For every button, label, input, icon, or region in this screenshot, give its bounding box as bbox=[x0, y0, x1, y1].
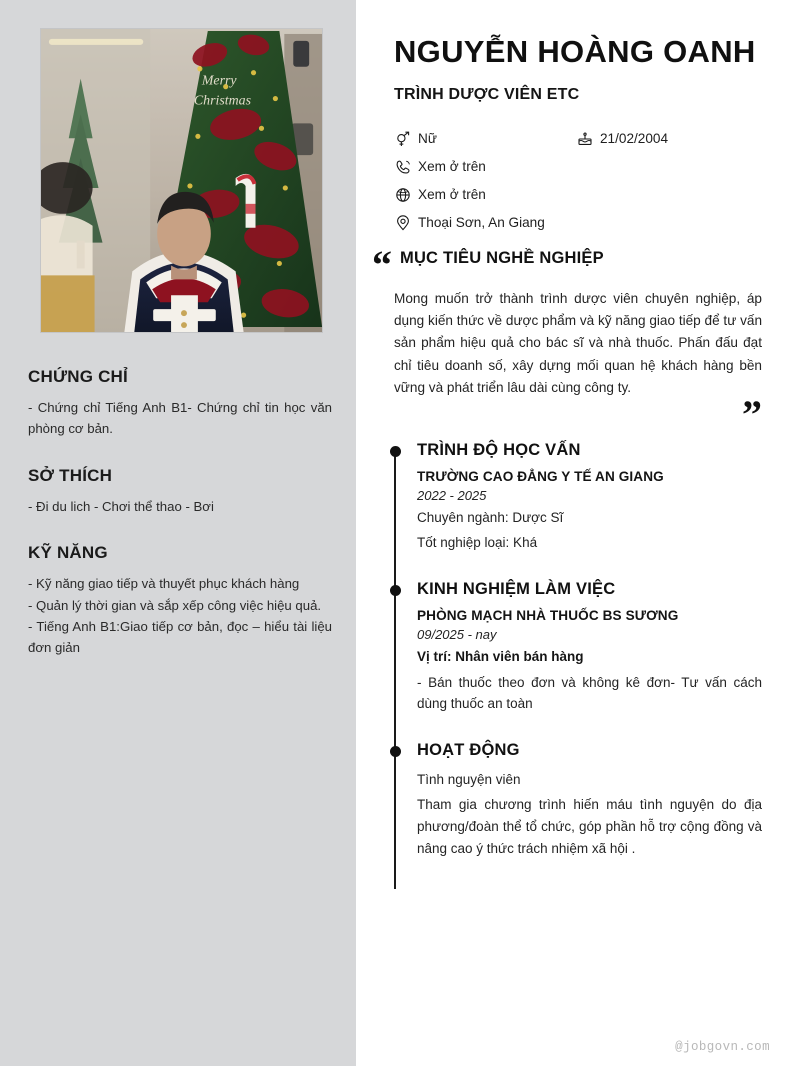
sidebar-section-hobbies bbox=[28, 466, 332, 517]
objective-title: MỤC TIÊU NGHỀ NGHIỆP bbox=[400, 249, 604, 268]
job-title: TRÌNH DƯỢC VIÊN ETC bbox=[394, 86, 580, 104]
contact-website[interactable] bbox=[394, 186, 486, 203]
education-major: Chuyên ngành: Dược Sĩ bbox=[417, 509, 564, 525]
experience-company: PHÒNG MẠCH NHÀ THUỐC BS SƯƠNG bbox=[417, 608, 679, 624]
section-activities bbox=[417, 741, 762, 859]
activities-description: Tham gia chương trình hiến máu tình nguyện do địa phương/đoàn thể tổ chức, góp phần hỗ trợ cộng đồng và nâng cao ý thức trách nhiệm xã hội . bbox=[417, 797, 762, 856]
timeline-dot-icon bbox=[390, 746, 401, 757]
activities-title: HOẠT ĐỘNG bbox=[417, 740, 520, 759]
education-period: 2022 - 2025 bbox=[417, 487, 487, 503]
profile-photo-image bbox=[41, 29, 322, 332]
contact-row bbox=[394, 214, 762, 231]
objective-header bbox=[372, 242, 762, 288]
website-value: Xem ở trên bbox=[418, 187, 486, 203]
contact-location bbox=[394, 214, 545, 231]
contact-row bbox=[394, 130, 762, 147]
phone-icon bbox=[394, 158, 411, 175]
profile-photo bbox=[40, 28, 323, 333]
contact-gender bbox=[394, 130, 576, 147]
quote-open-icon: “ bbox=[372, 242, 392, 288]
birthday-value: 21/02/2004 bbox=[600, 131, 669, 147]
experience-position: Vị trí: Nhân viên bán hàng bbox=[417, 649, 584, 665]
location-pin-icon bbox=[394, 214, 411, 231]
education-title: TRÌNH ĐỘ HỌC VẤN bbox=[417, 440, 581, 459]
skill-item: - Kỹ năng giao tiếp và thuyết phục khách hàng bbox=[28, 576, 300, 592]
globe-icon bbox=[394, 186, 411, 203]
location-value: Thoại Sơn, An Giang bbox=[418, 215, 545, 231]
gender-icon bbox=[394, 130, 411, 147]
timeline-dot-icon bbox=[390, 585, 401, 596]
phone-value: Xem ở trên bbox=[418, 159, 486, 175]
timeline bbox=[394, 441, 762, 889]
education-grade: Tốt nghiệp loại: Khá bbox=[417, 535, 538, 551]
hobbies-body: - Đi du lich - Chơi thể thao - Bơi bbox=[28, 498, 214, 514]
section-experience bbox=[417, 580, 762, 715]
certificates-title: CHỨNG CHỈ bbox=[28, 367, 128, 386]
sidebar-section-skills bbox=[28, 543, 332, 659]
activities-role: Tình nguyện viên bbox=[417, 771, 521, 787]
objective-text: Mong muốn trở thành trình dược viên chuyên nghiệp, áp dụng kiến thức về dược phẩm và kỹ năng giao tiếp để tư vấn sản phẩm hiệu quả cho bác sĩ và nhà thuốc. Phấn đấu đạt chỉ tiêu doanh số, xây dựng mối quan hệ khách hàng bền vững và phát triển lâu dài cùng công ty. bbox=[394, 291, 762, 395]
skills-list bbox=[28, 573, 332, 659]
section-education bbox=[417, 441, 762, 554]
svg-text:Christmas: Christmas bbox=[193, 93, 252, 109]
candidate-name: NGUYỄN HOÀNG OANH bbox=[394, 34, 756, 69]
experience-description: - Bán thuốc theo đơn và không kê đơn- Tư vấn cách dùng thuốc an toàn bbox=[417, 674, 762, 712]
skill-item: - Tiếng Anh B1:Giao tiếp cơ bản, đọc – hiểu tài liệu đơn giản bbox=[28, 618, 332, 656]
contact-phone[interactable] bbox=[394, 158, 486, 175]
skill-item: - Quản lý thời gian và sắp xếp công việc hiệu quả. bbox=[28, 597, 322, 613]
experience-title: KINH NGHIỆM LÀM VIỆC bbox=[417, 580, 616, 599]
sidebar bbox=[0, 0, 356, 1066]
watermark: @jobgovn.com bbox=[675, 1040, 770, 1054]
experience-period: 09/2025 - nay bbox=[417, 627, 497, 643]
contact-row bbox=[394, 158, 762, 175]
section-objective bbox=[372, 242, 762, 437]
certificates-body: - Chứng chỉ Tiếng Anh B1- Chứng chỉ tin học văn phòng cơ bản. bbox=[28, 400, 332, 437]
main-content bbox=[356, 0, 790, 1066]
svg-text:Merry: Merry bbox=[201, 73, 237, 89]
quote-close-icon: ” bbox=[742, 391, 762, 437]
hobbies-title: SỞ THÍCH bbox=[28, 465, 113, 485]
birthday-cake-icon bbox=[576, 130, 593, 147]
gender-value: Nữ bbox=[418, 131, 437, 147]
contact-birthday bbox=[576, 130, 668, 147]
contact-row bbox=[394, 186, 762, 203]
education-school: TRƯỜNG CAO ĐẲNG Y TẾ AN GIANG bbox=[417, 468, 664, 484]
contact-info bbox=[394, 130, 762, 231]
timeline-dot-icon bbox=[390, 446, 401, 457]
skills-title: KỸ NĂNG bbox=[28, 543, 108, 563]
sidebar-section-certificates bbox=[28, 367, 332, 440]
